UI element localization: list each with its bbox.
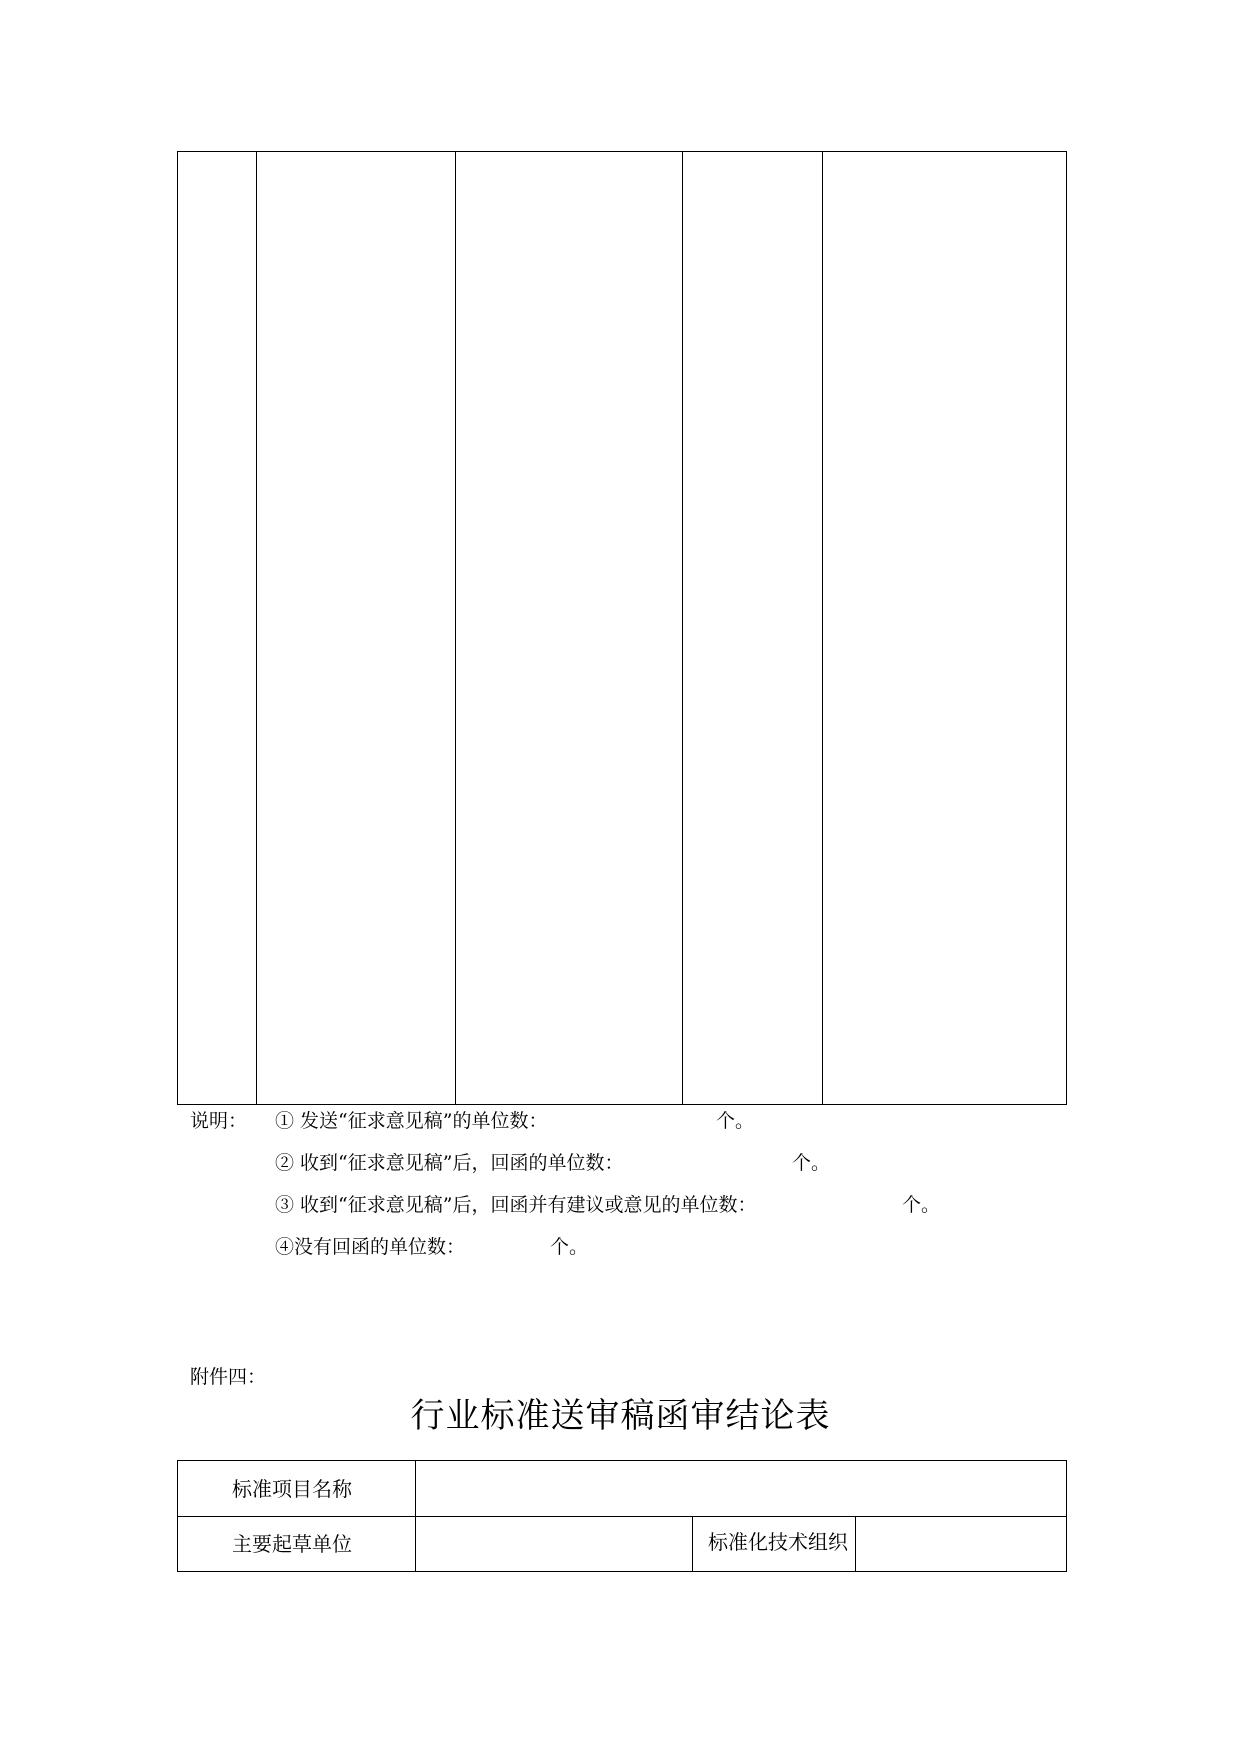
project-name-label: 标准项目名称 [232,1477,352,1501]
table-column-divider [855,1516,856,1571]
note-line-2-text: ② 收到“征求意见稿”后，回函的单位数： [275,1152,624,1174]
technical-organization-label: 标准化技术组织 [708,1530,848,1554]
note-line-2 [275,1152,623,1174]
note-line-4-unit: 个。 [550,1236,589,1258]
note-line-1-unit: 个。 [716,1110,755,1132]
note-line-3 [275,1194,756,1216]
table-column-divider [692,1516,693,1571]
table-column-divider [455,152,456,1104]
table-column-divider [415,1461,416,1571]
comment-summary-table [177,151,1067,1105]
note-line-2-unit: 个。 [792,1152,831,1174]
note-line-4 [275,1236,465,1258]
notes-label: 说明： [190,1110,248,1132]
note-line-1-text: ① 发送“征求意见稿”的单位数： [275,1110,548,1132]
note-line-3-text: ③ 收到“征求意见稿”后，回函并有建议或意见的单位数： [275,1194,757,1216]
table-row-divider [178,1516,1066,1517]
drafting-unit-label: 主要起草单位 [232,1532,352,1556]
table-column-divider [682,152,683,1104]
note-line-1 [275,1110,547,1132]
note-line-3-unit: 个。 [902,1194,941,1216]
form-title: 行业标准送审稿函审结论表 [410,1396,831,1436]
review-conclusion-table [177,1460,1067,1572]
attachment-label: 附件四： [190,1366,267,1388]
table-column-divider [822,152,823,1104]
note-line-4-text: ④没有回函的单位数： [275,1236,466,1258]
table-column-divider [256,152,257,1104]
